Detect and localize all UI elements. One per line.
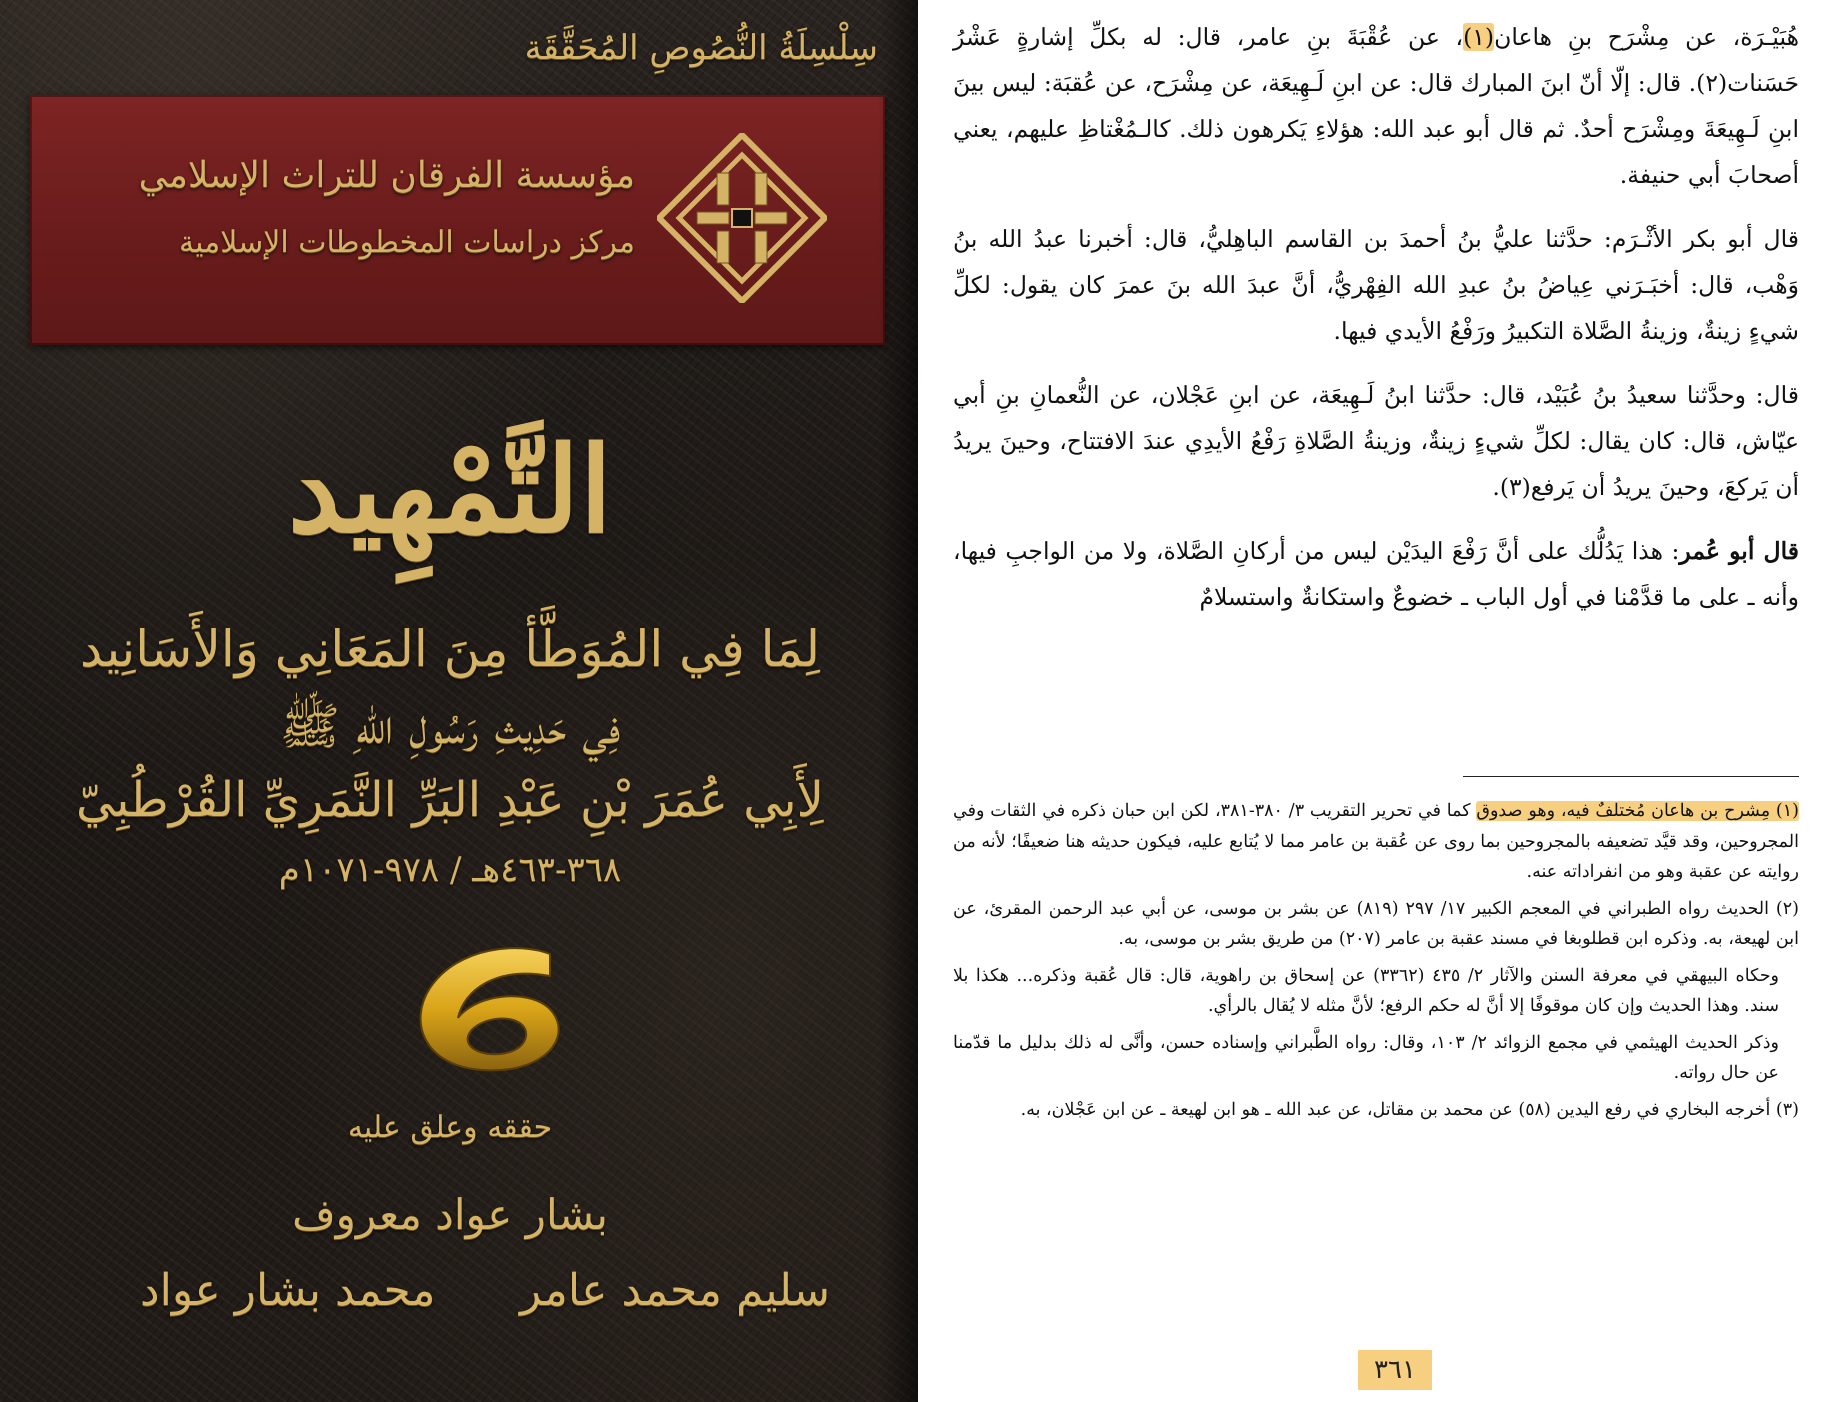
footnote-highlight: (١) مِشرح بن هاعان مُختلفٌ فيه، وهو صدوق	[1476, 801, 1799, 821]
page-number: ٣٦١	[1358, 1350, 1432, 1390]
volume-number-6-icon	[400, 940, 580, 1080]
author-dates: ٣٦٨-٤٦٣هـ / ٩٧٨-١٠٧١م	[278, 850, 622, 890]
speaker-label: قال أبو عُمر	[1679, 537, 1800, 565]
footnotes	[953, 796, 1799, 1131]
publisher-band	[30, 95, 885, 345]
paragraph-4	[953, 528, 1799, 620]
footnote-2-continued: وحكاه البيهقي في معرفة السنن والآثار ٢/ ٤٣٥ (٣٣٦٢) عن إسحاق بن راهوية، قال: قال عُقبة وذكره... هكذا بلا سند. وهذا الحديث وإن كان موقوفًا إلا أنَّ له حكم الرفع؛ لأنَّ مثله لا يُقال بالرأي.	[953, 965, 1779, 1016]
book-title: التَّمْهِيد	[287, 420, 613, 559]
editor-name-3: محمد بشار عواد	[140, 1265, 436, 1316]
paragraph-text: ، عن عُقْبَةَ بنِ عامر، قال: له بكلِّ إشارةٍ عَشْرُ حَسَنات(٢). قال: إلّا أنّ ابنَ المبارك قال: عن ابنِ لَـهِيعَة، عن مِشْرَح، عن عُقبَة: ليس بينَ ابنِ لَـهِيعَةَ ومِشْرَح أحدٌ. ثم قال أبو عبد الله: هؤلاءِ يَكرهون ذلك. كالـمُغْتاظِ عليهم، يعني أصحابَ أبي حنيفة.	[953, 23, 1799, 189]
paragraph-2: قال أبو بكر الأثْـرَم: حدَّثنا عليُّ بنُ أحمدَ بن القاسم الباهِليُّ، قال: أخبرنا عبدُ الله بنُ وَهْب، قال: أخبَـرَني عِياضُ بنُ عبدِ الله الفِهْريُّ، أنَّ عبدَ الله بنَ عمرَ كان يقول: لكلِّ شيءٍ زينةٌ، وزينةُ الصَّلاة التكبيرُ ورَفْعُ الأيدي فيها.	[953, 225, 1799, 345]
book-subtitle-2: فِي حَدِيثِ رَسُولِ اللهِ ﷺ	[279, 697, 621, 755]
publisher-subtitle: مركز دراسات المخطوطات الإسلامية	[178, 225, 635, 260]
series-title: سِلْسِلَةُ النُّصُوصِ المُحَقَّقَة	[524, 28, 878, 68]
editor-name-1: بشار عواد معروف	[292, 1190, 608, 1239]
author-name: لِأَبِي عُمَرَ بْنِ عَبْدِ البَرِّ النَّمَرِيِّ القُرْطُبِيّ	[76, 772, 824, 828]
main-text	[953, 14, 1799, 638]
paragraph-text: هُبَيْـرَة، عن مِشْرَح بنِ هاعان	[1494, 23, 1799, 51]
footnote-text: كما في تحرير التقريب ٣/ ٣٨٠-٣٨١، لكن ابن حبان ذكره في الثقات وفي المجروحين، وقد قيَّد تضعيفه بالمجروحين بما روى عن عُقبة بن عامر مما لا يُتابع عليه، فيكون حديثه هنا ضعيفًا؛ لأنه من روايته عن عقبة وهو من انفراداته عنه.	[953, 801, 1799, 882]
paragraph-1	[953, 14, 1799, 198]
paragraph-3: قال: وحدَّثنا سعيدُ بنُ عُبَيْد، قال: حدَّثنا ابنُ لَـهِيعَة، عن ابنِ عَجْلان، عن النُّعمانِ بنِ أبي عيّاش، قال: كان يقال: لكلِّ شيءٍ زينةٌ، وزينةُ الصَّلاةِ رَفْعُ الأيدِي عندَ الافتتاح، وحينَ يريدُ أن يَركعَ، وحينَ يريدُ أن يَرفع(٣).	[953, 381, 1799, 501]
paragraph-text: : هذا يَدُلُّك على أنَّ رَفْعَ اليدَيْن ليس من أركانِ الصَّلاة، ولا من الواجبِ فيها، وأنه ـ على ما قدَّمْنا في أول الباب ـ خضوعٌ واستكانةٌ واستسلامٌ	[953, 537, 1799, 611]
book-subtitle-1: لِمَا فِي المُوَطَّأ مِنَ المَعَانِي وَالأَسَانِيد	[79, 620, 821, 678]
publisher-name: مؤسسة الفرقان للتراث الإسلامي	[138, 155, 635, 196]
footnote-3: (٣) أخرجه البخاري في رفع اليدين (٥٨) عن محمد بن مقاتل، عن عبد الله ـ هو ابن لهيعة ـ عن ابن عَجْلان، به.	[1020, 1099, 1799, 1120]
footnote-2: (٢) الحديث رواه الطبراني في المعجم الكبير ١٧/ ٢٩٧ (٨١٩) عن بشر بن موسى، عن أبي عبد الرحمن المقرئ، عن ابن لهيعة، به. وذكره ابن قطلوبغا في مسند عقبة بن عامر (٢٠٧) من طريق بشر بن موسى، به.	[953, 898, 1799, 949]
publisher-emblem-icon	[657, 133, 827, 303]
book-page	[918, 0, 1831, 1402]
footnote-2-continued: وذكر الحديث الهيثمي في مجمع الزوائد ٢/ ١٠٣، وقال: رواه الطَّبراني وإسناده حسن، وأنَّى له ذلك بدليل ما قدّمنا عن حال رواته.	[953, 1032, 1780, 1083]
footnote-1	[953, 796, 1799, 888]
editor-name-2: سليم محمد عامر	[520, 1265, 830, 1316]
editors-label: حققه وعلق عليه	[347, 1110, 553, 1145]
footnote-marker-highlight: (١)	[1463, 23, 1495, 51]
footnote-divider	[1463, 776, 1799, 777]
